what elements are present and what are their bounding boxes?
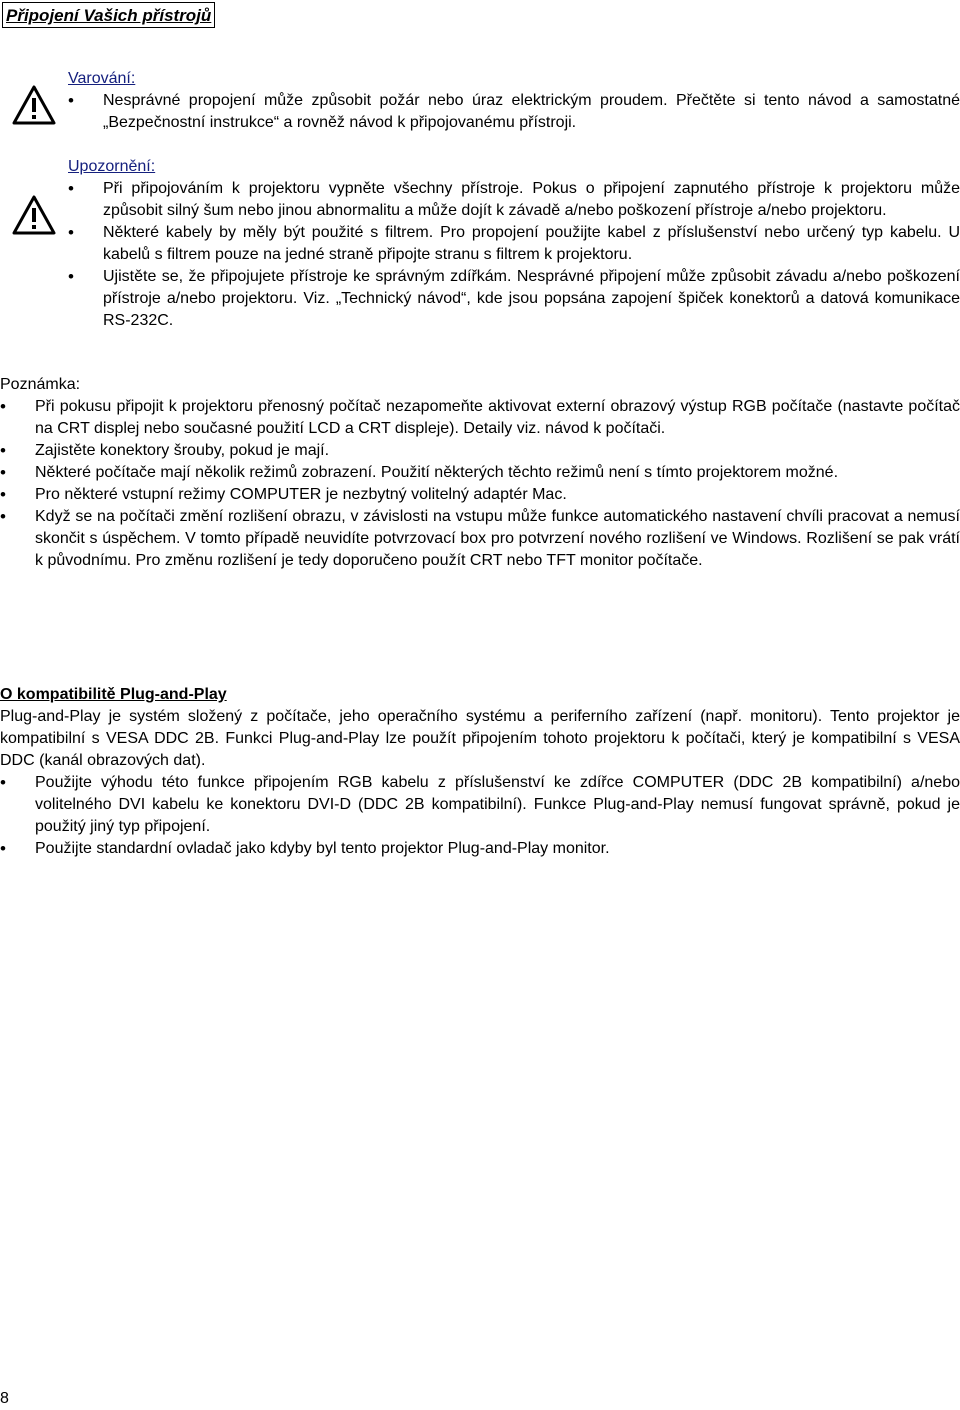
list-item: • Zajistěte konektory šrouby, pokud je mají.	[0, 440, 960, 462]
warning-heading: Varování:	[68, 70, 136, 87]
list-item: • Některé kabely by měly být použité s filtrem. Pro propojení použijte kabel z příslušenství nebo určený typ kabelu. U kabelů s filtrem pouze na jedné straně připojte stranu s filtrem k projektoru.	[68, 222, 960, 266]
list-item: • Použijte výhodu této funkce připojením RGB kabelu z příslušenství ke zdířce COMPUTER (DDC 2B kompatibilní) a/nebo volitelného DVI kabelu ke konektoru DVI-D (DDC 2B kompatibilní). Funkce Plug-and-Play nemusí fungovat správně, pokud je použitý jiný typ připojení.	[0, 772, 960, 838]
note-section	[0, 374, 960, 572]
warning-content	[68, 68, 960, 134]
warning-triangle-icon	[12, 85, 56, 125]
warning-list	[68, 90, 960, 134]
list-item: • Ujistěte se, že připojujete přístroje ke správným zdířkám. Nesprávné připojení může způsobit závadu a/nebo poškození přístroje a/nebo projektoru. Viz. „Technický návod“, kde jsou popsána zapojení špiček konektorů a datová komunikace RS-232C.	[68, 266, 960, 332]
note-heading: Poznámka:	[0, 376, 81, 393]
list-item: • Některé počítače mají několik režimů zobrazení. Použití některých těchto režimů není s tímto projektorem možné.	[0, 462, 960, 484]
caution-heading: Upozornění:	[68, 158, 156, 175]
page-title: Připojení Vašich přístrojů	[2, 2, 215, 28]
list-item: • Když se na počítači změní rozlišení obrazu, v závislosti na vstupu může funkce automatického nastavení chvíli pracovat a nemusí skončit s úspěchem. V tomto případě neuvidíte potvrzovací box pro potvrzení nového rozlišení ve Windows. Rozlišení se pak vrátí k původnímu. Pro změnu rozlišení je tedy doporučeno použít CRT nebo TFT monitor počítače.	[0, 506, 960, 572]
note-list	[0, 396, 960, 572]
list-item: • Při připojováním k projektoru vypněte všechny přístroje. Pokus o připojení zapnutého přístroje k projektoru může způsobit silný šum nebo jinou abnormalitu a může dojít k závadě a/nebo poškození přístroje a/nebo projektoru.	[68, 178, 960, 222]
list-item: • Při pokusu připojit k projektoru přenosný počítač nezapomeňte aktivovat externí obrazový výstup RGB počítače (nastavte počítač na CRT displej nebo současné použití LCD a CRT displeje). Detaily viz. návod k počítači.	[0, 396, 960, 440]
list-item: • Použijte standardní ovladač jako kdyby byl tento projektor Plug-and-Play monitor.	[0, 838, 960, 860]
caution-list	[68, 178, 960, 332]
page-number: 8	[0, 1390, 9, 1407]
pnp-heading: O kompatibilitě Plug-and-Play	[0, 686, 227, 703]
pnp-section	[0, 684, 960, 860]
list-item: • Nesprávné propojení může způsobit požár nebo úraz elektrickým proudem. Přečtěte si tento návod a samostatné „Bezpečnostní instrukce“ a rovněž návod k připojovanému přístroji.	[68, 90, 960, 134]
pnp-list	[0, 772, 960, 860]
caution-content	[68, 156, 960, 332]
pnp-paragraph: Plug-and-Play je systém složený z počítače, jeho operačního systému a periferního zařízení (např. monitoru). Tento projektor je kompatibilní s VESA DDC 2B. Funkci Plug-and-Play lze použít připojením tohoto projektoru k počítači, který je kompatibilní s VESA DDC (kanál obrazových dat).	[0, 708, 960, 769]
list-item: • Pro některé vstupní režimy COMPUTER je nezbytný volitelný adaptér Mac.	[0, 484, 960, 506]
warning-triangle-icon	[12, 195, 56, 235]
